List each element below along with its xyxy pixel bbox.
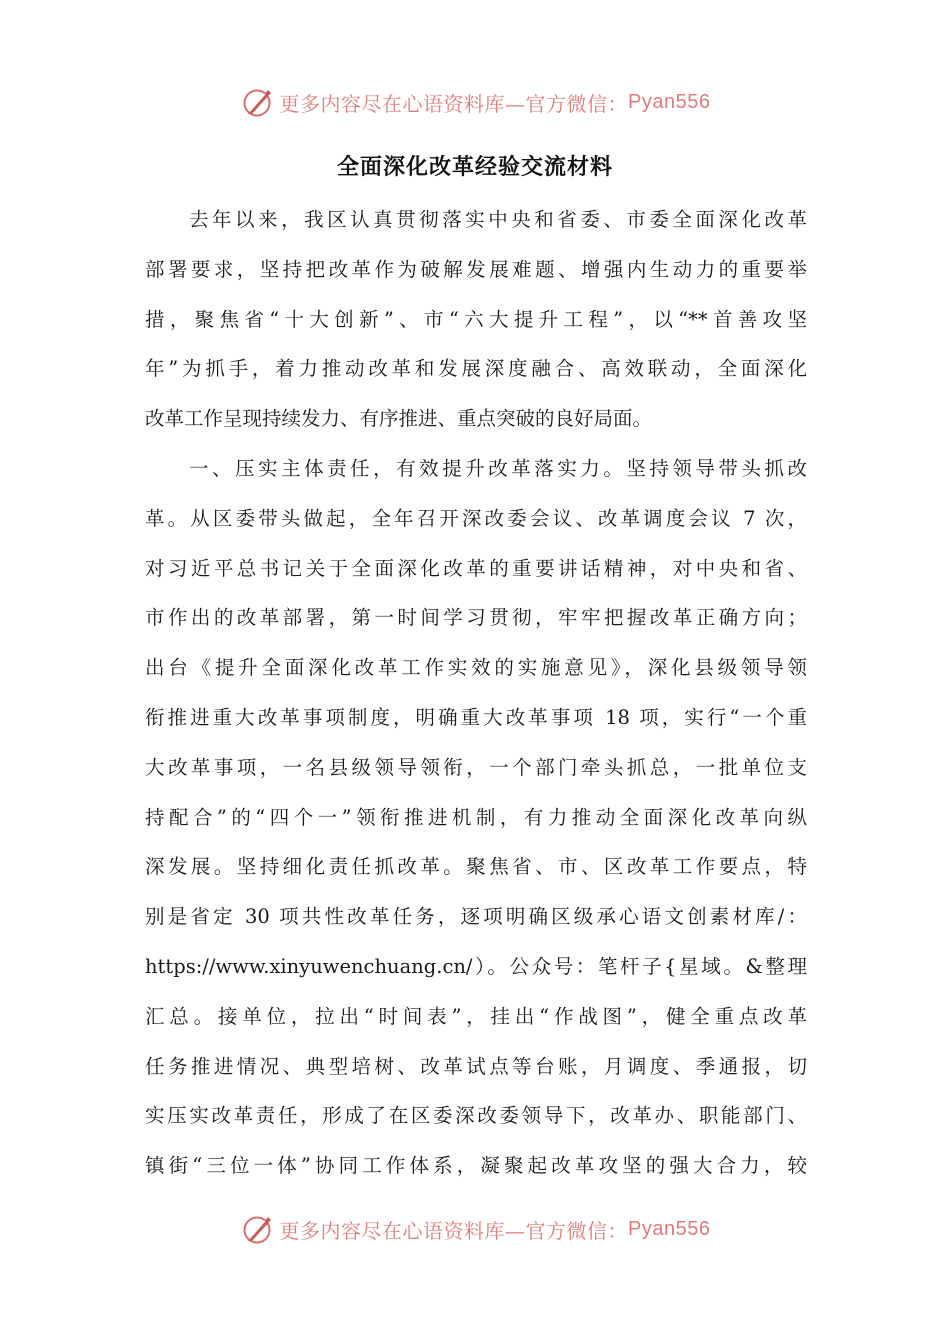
- body-line: 革。从区委带头做起，全年召开深改委会议、改革调度会议 7 次，: [145, 506, 807, 530]
- header-banner-text: 更多内容尽在心语资料库—官方微信：: [279, 91, 629, 116]
- document-title: 全面深化改革经验交流材料: [336, 155, 613, 180]
- body-line: 实压实改革责任，形成了在区委深改委领导下，改革办、职能部门、: [145, 1104, 807, 1128]
- body-line: 出台《提升全面深化改革工作实效的实施意见》，深化县级领导领: [145, 656, 807, 680]
- body-line: 措，聚焦省“十大创新”、市“六大提升工程”，以“**首善攻坚: [145, 307, 807, 331]
- body-line: 去年以来，我区认真贯彻落实中央和省委、市委全面深化改革: [189, 208, 807, 231]
- body-line: https://www.xinyuwenchuang.cn/）。公众号：笔杆子{星域。&整理: [145, 954, 807, 978]
- quill-logo-icon: [240, 1211, 276, 1247]
- footer-banner-wechat-id: Pyan556: [628, 1217, 711, 1240]
- quill-logo-icon: [240, 84, 276, 120]
- body-line: 一、压实主体责任，有效提升改革落实力。坚持领导带头抓改: [189, 456, 807, 480]
- body-line: 市作出的改革部署，第一时间学习贯彻，牢牢把握改革正确方向；: [145, 606, 807, 630]
- document-body: [145, 195, 807, 1191]
- header-banner-wechat-id: Pyan556: [628, 90, 711, 113]
- footer-banner-text: 更多内容尽在心语资料库—官方微信：: [279, 1218, 629, 1243]
- body-line: 大改革事项，一名县级领导领衔，一个部门牵头抓总，一批单位支: [145, 755, 807, 779]
- body-line: 部署要求，坚持把改革作为破解发展难题、增强内生动力的重要举: [145, 257, 807, 281]
- body-line: 持配合”的“四个一”领衔推进机制，有力推动全面深化改革向纵: [145, 805, 807, 829]
- body-line: 深发展。坚持细化责任抓改革。聚焦省、市、区改革工作要点，特: [145, 855, 807, 879]
- body-line: 对习近平总书记关于全面深化改革的重要讲话精神，对中央和省、: [145, 556, 807, 580]
- body-line: 汇总。接单位，拉出“时间表”，挂出“作战图”，健全重点改革: [145, 1004, 807, 1028]
- body-line: 年”为抓手，着力推动改革和发展深度融合、高效联动，全面深化: [145, 357, 807, 381]
- body-line: 改革工作呈现持续发力、有序推进、重点突破的良好局面。: [145, 407, 653, 431]
- body-line: 镇街“三位一体”协同工作体系，凝聚起改革攻坚的强大合力，较: [145, 1154, 807, 1178]
- footer-banner: [0, 1207, 950, 1251]
- header-banner: [0, 80, 950, 124]
- body-line: 别是省定 30 项共性改革任务，逐项明确区级承心语文创素材库/：: [145, 905, 807, 929]
- body-line: 衔推进重大改革事项制度，明确重大改革事项 18 项，实行“一个重: [145, 705, 807, 729]
- body-line: 任务推进情况、典型培树、改革试点等台账，月调度、季通报，切: [145, 1054, 807, 1078]
